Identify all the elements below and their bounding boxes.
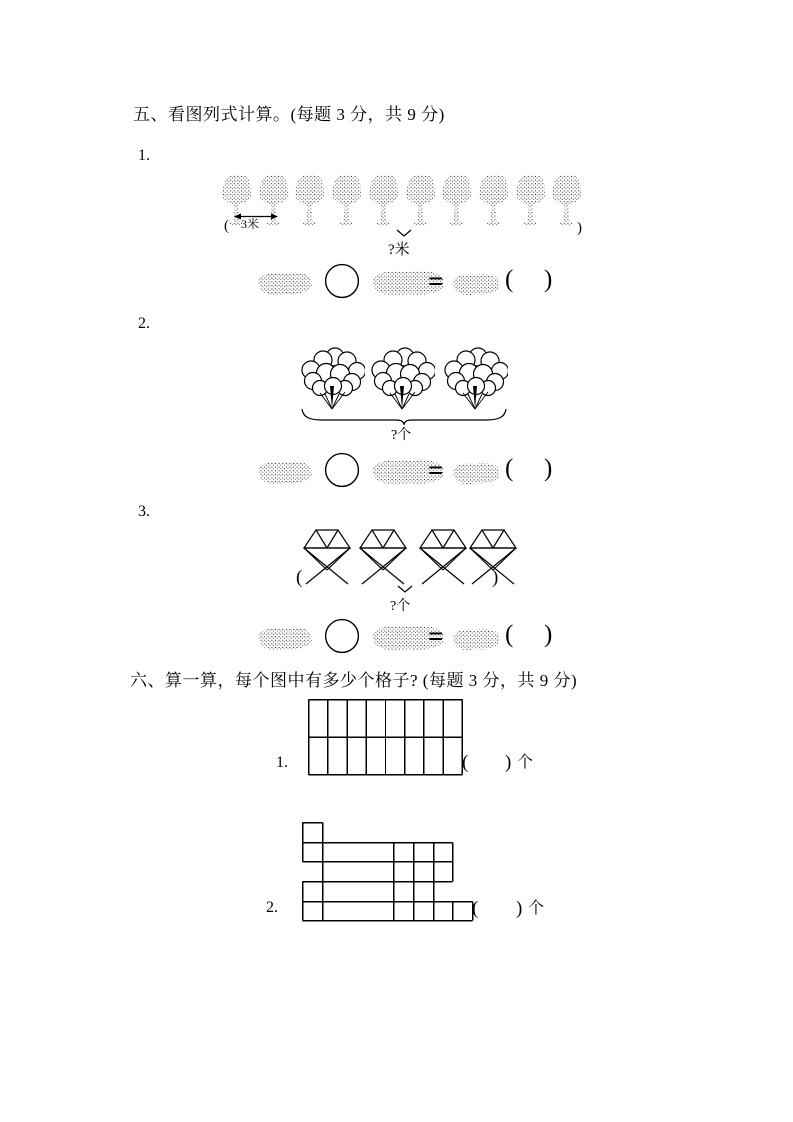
- tree-icon: [292, 172, 328, 228]
- grid-figure-2: [302, 822, 474, 922]
- s6-q2-number: 2.: [266, 899, 278, 916]
- answer-paren-close: ): [544, 621, 553, 648]
- answer-paren-open: (: [472, 898, 479, 919]
- q2-question-label: ?个: [391, 428, 412, 443]
- answer-paren-close: ): [516, 898, 523, 919]
- operator-circle: [324, 263, 360, 299]
- result-blob-icon: [448, 461, 504, 486]
- s6-q1-number: 1.: [276, 754, 288, 771]
- trees-figure: [219, 172, 599, 230]
- q3-equation-row: [253, 616, 583, 662]
- addend-blob-icon: [253, 459, 317, 486]
- q2-number: 2.: [138, 315, 150, 332]
- result-blob-icon: [448, 272, 504, 297]
- answer-paren-close: ): [544, 266, 553, 293]
- equals-sign: =: [428, 266, 444, 296]
- tree-icon: [476, 172, 512, 228]
- brace-tip-icon: [397, 585, 413, 593]
- gems-brace-open: (: [296, 567, 303, 588]
- brace-tip-icon: [396, 229, 412, 237]
- answer-paren-open: (: [505, 266, 514, 293]
- q1-question-label: ?米: [388, 242, 410, 258]
- trees-brace-close: ): [577, 220, 582, 236]
- answer-paren-close: ): [544, 455, 553, 482]
- tree-icon: [403, 172, 439, 228]
- grid-figure-1: [308, 699, 464, 776]
- equals-sign: =: [428, 455, 444, 485]
- answer-unit-label: 个: [517, 754, 534, 771]
- s6-q2-answer-blank: [472, 899, 552, 921]
- q2-equation-row: [253, 450, 583, 496]
- operator-circle: [324, 618, 360, 654]
- answer-paren-open: (: [505, 455, 514, 482]
- q3-number: 3.: [138, 503, 150, 520]
- tree-icon: [513, 172, 549, 228]
- s6-q1-answer-blank: [462, 753, 542, 775]
- trees-brace-open: (: [224, 218, 229, 234]
- balloon-bunch-icon: [442, 346, 508, 412]
- answer-paren-open: (: [505, 621, 514, 648]
- answer-paren-close: ): [505, 752, 512, 773]
- section-six-title: 六、算一算，每个图中有多少个格子? (每题 3 分，共 9 分): [130, 671, 578, 690]
- gem-icon: [302, 524, 352, 586]
- section-five-title: 五、看图列式计算。(每题 3 分，共 9 分): [133, 105, 445, 124]
- addend-blob-icon: [253, 625, 317, 652]
- gems-figure: [302, 524, 522, 586]
- balloons-figure: [299, 346, 519, 412]
- tree-icon: [329, 172, 365, 228]
- operator-circle: [324, 452, 360, 488]
- equals-sign: =: [428, 621, 444, 651]
- answer-paren-open: (: [462, 752, 469, 773]
- underbrace-icon: [300, 408, 508, 425]
- addend-blob-icon: [253, 270, 317, 297]
- q1-number: 1.: [138, 147, 150, 164]
- gems-brace-close: ): [492, 567, 499, 588]
- tree-icon: [366, 172, 402, 228]
- tree-icon: [439, 172, 475, 228]
- q1-equation-row: [253, 261, 583, 307]
- q3-question-label: ?个: [390, 599, 411, 614]
- answer-unit-label: 个: [528, 900, 545, 917]
- balloon-bunch-icon: [299, 346, 365, 412]
- balloon-bunch-icon: [369, 346, 435, 412]
- distance-arrow-label: 3米: [241, 217, 260, 231]
- gem-icon: [418, 524, 468, 586]
- gem-icon: [358, 524, 408, 586]
- result-blob-icon: [448, 627, 504, 652]
